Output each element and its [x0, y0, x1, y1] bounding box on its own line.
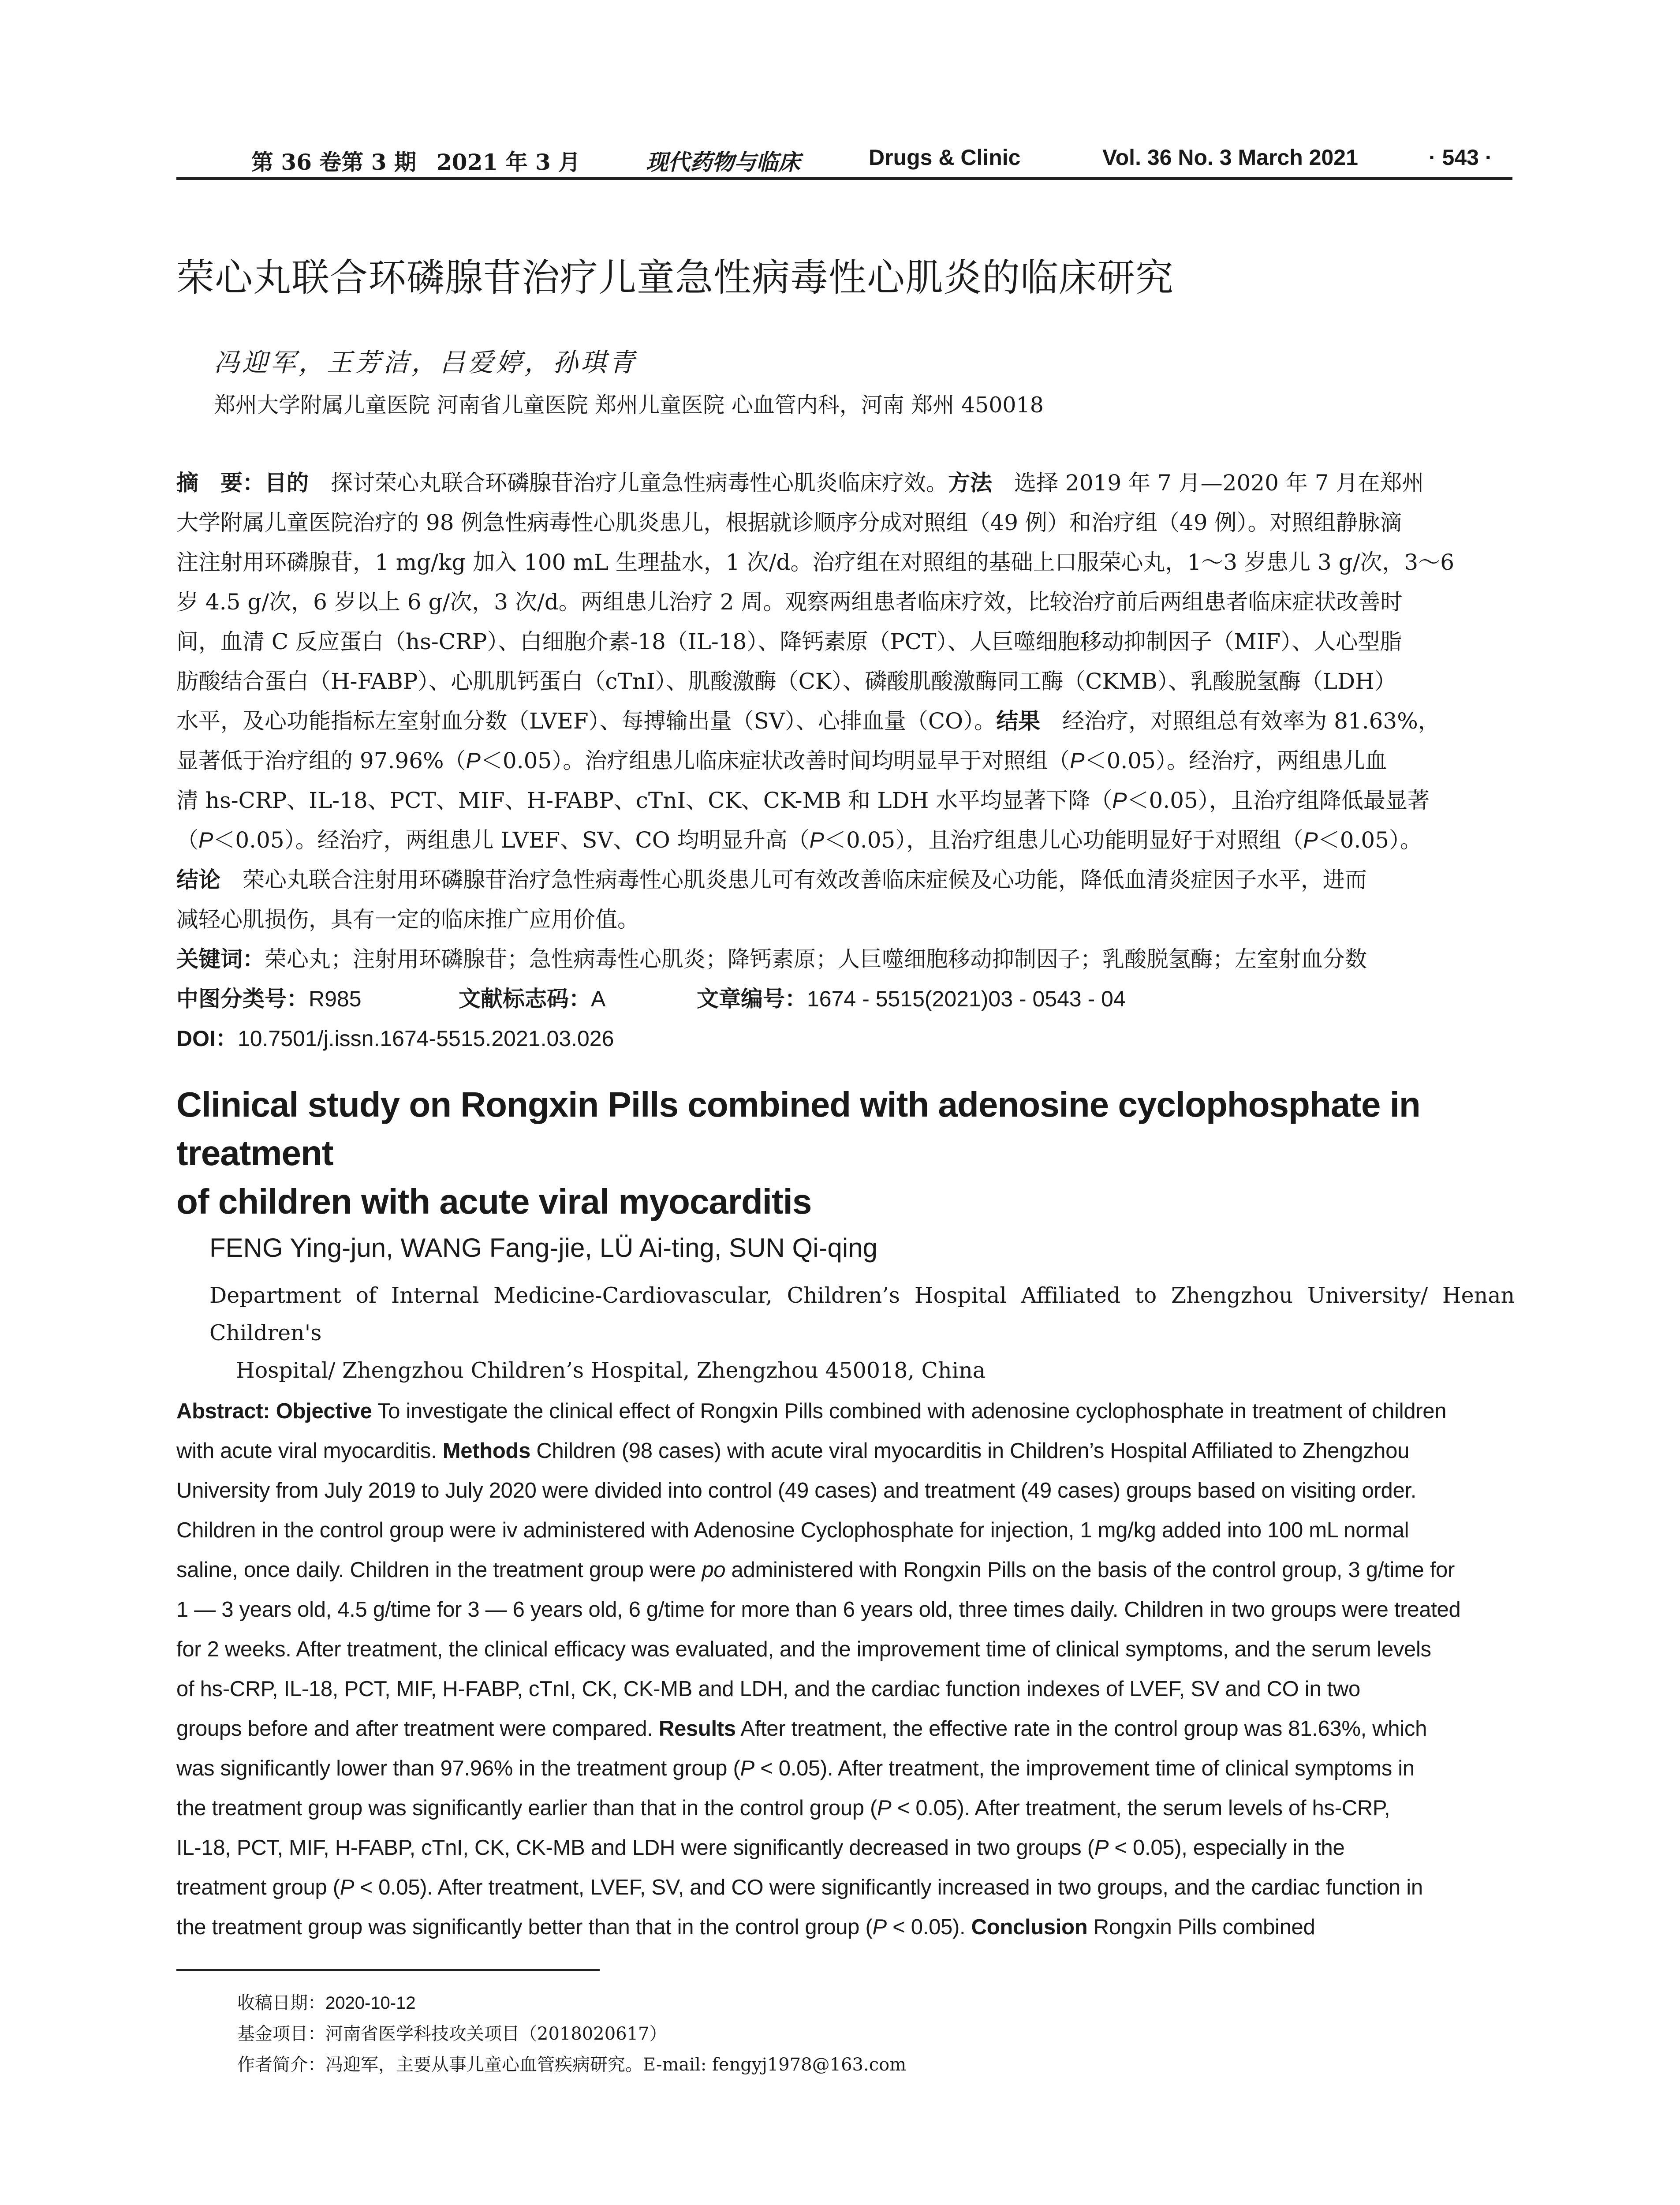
p-value: < 0.05	[886, 1915, 952, 1939]
en-abstract-line: ). After treatment, LVEF, SV, and CO were significantly increased in two groups, and the cardiac function in	[420, 1876, 1423, 1899]
en-abstract-line: saline, once daily. Children in the treatment group were	[176, 1558, 702, 1582]
cn-results-text: 经治疗，对照组总有效率为 81.63%，	[1040, 708, 1440, 734]
en-abstract-line: treatment group (	[176, 1876, 340, 1899]
cn-abstract-line: 肪酸结合蛋白（H-FABP）、心肌肌钙蛋白（cTnI）、肌酸激酶（CK）、磷酸肌酸激酶同工酶（CKMB）、乳酸脱氢酶（LDH）	[176, 669, 1396, 694]
p-symbol: P	[809, 828, 825, 852]
p-value: ＜0.05	[1127, 788, 1198, 813]
en-abstract-line: To investigate the clinical effect of Rongxin Pills combined with adenosine cyclophosphate in treatment of children	[372, 1399, 1447, 1423]
cn-abstract-line: 水平，及心功能指标左室射血分数（LVEF）、每搏输出量（SV）、心排血量（CO）。	[176, 708, 997, 734]
cn-abstract-text: ）。治疗组患儿临床症状改善时间均明显早于对照组（	[552, 748, 1070, 774]
doccode-label: 文献标志码：	[459, 987, 591, 1011]
en-abstract-line: for 2 weeks. After treatment, the clinical efficacy was evaluated, and the improvement time of clinical symptoms, and the serum levels	[176, 1637, 1431, 1661]
p-symbol: P	[872, 1915, 887, 1939]
en-abstract-line: 1 — 3 years old, 4.5 g/time for 3 — 6 years old, 6 g/time for more than 6 years old, three times daily. Children in two groups were treated	[176, 1598, 1461, 1622]
en-abstract-line: After treatment, the effective rate in the control group was 81.63%, which	[735, 1717, 1427, 1741]
p-symbol: P	[198, 828, 213, 852]
journal-en: Drugs & Clinic	[869, 145, 1021, 170]
date-cn: 2021 年 3 月	[437, 149, 581, 175]
cn-abstract-line: 间，血清 C 反应蛋白（hs-CRP）、白细胞介素-18（IL-18）、降钙素原（PCT）、人巨噬细胞移动抑制因子（MIF）、人心型脂	[176, 629, 1402, 654]
en-affiliation-line: Hospital/ Zhengzhou Children’s Hospital, Zhengzhou 450018, China	[236, 1358, 986, 1383]
en-abstract-line: ). After treatment, the serum levels of hs-CRP,	[957, 1796, 1390, 1820]
received-date: 2020-10-12	[325, 1993, 416, 2013]
en-abstract-line: with acute viral myocarditis.	[176, 1439, 443, 1463]
fund-text: 河南省医学科技攻关项目（2018020617）	[325, 2024, 667, 2044]
en-affiliation	[209, 1277, 1515, 1389]
cn-abstract-text: ），且治疗组患儿心功能明显好于对照组（	[895, 827, 1303, 853]
footnote-received	[237, 1989, 416, 2014]
en-abstract-line: Rongxin Pills combined	[1087, 1915, 1315, 1939]
p-symbol: P	[466, 748, 481, 773]
cn-methods-text: 选择 2019 年 7 月—2020 年 7 月在郑州	[992, 470, 1424, 496]
cn-conclusion-label: 结论	[176, 867, 220, 892]
en-abstract-line: Children in the control group were iv administered with Adenosine Cyclophosphate for injection, 1 mg/kg added into 100 mL normal	[176, 1518, 1409, 1542]
header-rule	[176, 177, 1512, 180]
cn-keywords: 荣心丸；注射用环磷腺苷；急性病毒性心肌炎；降钙素原；人巨噬细胞移动抑制因子；乳酸脱氢酶；左室射血分数	[265, 946, 1367, 972]
cn-abstract-line: 清 hs-CRP、IL-18、PCT、MIF、H-FABP、cTnI、CK、CK-MB 和 LDH 水平均显著下降（	[176, 788, 1113, 813]
en-affiliation-line: Department of Internal Medicine-Cardiovascular, Children’s Hospital Affiliated to Zhengzhou University/ Henan Children's	[209, 1283, 1515, 1345]
cn-abstract-line: （	[176, 827, 198, 853]
footnote-rule	[176, 1969, 600, 1971]
doi-label: DOI：	[176, 1026, 238, 1051]
en-abstract-line: ).	[952, 1915, 971, 1939]
p-symbol: P	[1303, 828, 1318, 852]
p-value: ＜0.05	[824, 827, 896, 853]
p-value: ＜0.05	[1318, 827, 1389, 853]
en-abstract-line: the treatment group was significantly better than that in the control group (	[176, 1915, 873, 1939]
cn-abstract-text: ）。经治疗，两组患儿血	[1155, 748, 1387, 774]
cn-abstract-line: 岁 4.5 g/次，6 岁以上 6 g/次，3 次/d。两组患儿治疗 2 周。观察两组患者临床疗效，比较治疗前后两组患者临床症状改善时	[176, 589, 1403, 615]
cn-abstract-line: 荣心丸联合注射用环磷腺苷治疗急性病毒性心肌炎患儿可有效改善临床症候及心功能，降低血清炎症因子水平，进而	[220, 867, 1367, 893]
fund-label: 基金项目：	[237, 2024, 325, 2044]
en-abstract-line: IL-18, PCT, MIF, H-FABP, cTnI, CK, CK-MB and LDH were significantly decreased in two groups (	[176, 1836, 1094, 1860]
clc-label: 中图分类号：	[176, 987, 309, 1011]
cn-abstract-line: 探讨荣心丸联合环磷腺苷治疗儿童急性病毒性心肌炎临床疗效。	[309, 470, 948, 496]
p-symbol: P	[340, 1876, 355, 1899]
p-symbol: P	[1094, 1836, 1109, 1860]
en-abstract-line: administered with Rongxin Pills on the basis of the control group, 3 g/time for	[725, 1558, 1455, 1582]
journal-cn: 现代药物与临床	[646, 149, 800, 175]
en-methods-label: Methods	[442, 1439, 531, 1463]
en-title-line: of children with acute viral myocarditis	[176, 1182, 812, 1221]
p-value: ＜0.05	[1084, 748, 1156, 774]
cn-keywords-label: 关键词：	[176, 947, 265, 972]
articleno-label: 文章编号：	[697, 987, 807, 1011]
en-abstract-line: groups before and after treatment were compared.	[176, 1717, 659, 1741]
en-title-line: Clinical study on Rongxin Pills combined with adenosine cyclophosphate in treatment	[176, 1085, 1420, 1173]
author-text: 冯迎军，主要从事儿童心血管疾病研究。E-mail: fengyj1978@163.com	[325, 2055, 907, 2075]
cn-abstract	[176, 463, 1512, 1058]
cn-results-label: 结果	[996, 709, 1041, 733]
cn-abstract-label: 摘 要：	[176, 471, 265, 495]
en-conclusion-label: Conclusion	[971, 1915, 1088, 1939]
cn-objective-label: 目的	[265, 471, 309, 495]
en-abstract-line: of hs-CRP, IL-18, PCT, MIF, H-FABP, cTnI, CK, CK-MB and LDH, and the cardiac function indexes of LVEF, SV and CO in two	[176, 1677, 1360, 1701]
p-value: ＜0.05	[480, 748, 552, 774]
issue-cn: 第 36 卷第 3 期	[251, 149, 416, 175]
cn-abstract-line: 大学附属儿童医院治疗的 98 例急性病毒性心肌炎患儿，根据就诊顺序分成对照组（49 例）和治疗组（49 例）。对照组静脉滴	[176, 510, 1402, 535]
p-symbol: P	[740, 1757, 754, 1780]
cn-title: 荣心丸联合环磷腺苷治疗儿童急性病毒性心肌炎的临床研究	[176, 256, 1174, 300]
en-abstract	[176, 1391, 1512, 1947]
cn-abstract-line: 显著低于治疗组的 97.96%（	[176, 748, 466, 774]
p-value: < 0.05	[1109, 1836, 1175, 1860]
cn-abstract-text: ）。经治疗，两组患儿 LVEF、SV、CO 均明显升高（	[284, 827, 810, 853]
p-value: < 0.05	[891, 1796, 957, 1820]
cn-authors: 冯迎军，王芳洁，吕爱婷，孙琪青	[214, 348, 638, 377]
author-label: 作者简介：	[237, 2055, 325, 2075]
cn-affiliation: 郑州大学附属儿童医院 河南省儿童医院 郑州儿童医院 心血管内科，河南 郑州 450018	[214, 392, 1044, 418]
footnote-fund	[237, 2020, 667, 2045]
p-value: < 0.05	[354, 1876, 420, 1899]
en-abstract-line: ). After treatment, the improvement time of clinical symptoms in	[820, 1757, 1415, 1780]
cn-abstract-line: 减轻心肌损伤，具有一定的临床推广应用价值。	[176, 907, 639, 932]
en-abstract-line: was significantly lower than 97.96% in the treatment group (	[176, 1757, 740, 1780]
p-value: < 0.05	[754, 1757, 820, 1780]
cn-abstract-text: ）。	[1389, 827, 1422, 853]
en-abstract-line: ), especially in the	[1174, 1836, 1345, 1860]
clc-value: R985	[309, 987, 362, 1011]
en-results-label: Results	[658, 1717, 736, 1741]
issue-en: Vol. 36 No. 3 March 2021	[1102, 145, 1358, 170]
en-authors: FENG Ying-jun, WANG Fang-jie, LÜ Ai-ting, SUN Qi-qing	[209, 1233, 877, 1263]
en-title	[176, 1080, 1526, 1226]
en-abstract-label: Abstract: Objective	[176, 1399, 372, 1423]
p-value: ＜0.05	[213, 827, 284, 853]
footnote-author	[237, 2051, 906, 2076]
cn-abstract-text: ），且治疗组降低最显著	[1198, 788, 1430, 813]
en-abstract-line: University from July 2019 to July 2020 were divided into control (49 cases) and treatment (49 cases) groups based on visiting order.	[176, 1479, 1417, 1502]
received-label: 收稿日期：	[237, 1993, 325, 2013]
page-number: · 543 ·	[1429, 145, 1493, 170]
p-symbol: P	[1112, 788, 1127, 813]
cn-methods-label: 方法	[948, 471, 992, 495]
running-header	[176, 140, 1512, 176]
po-italic: po	[702, 1558, 726, 1582]
en-abstract-line: the treatment group was significantly earlier than that in the control group (	[176, 1796, 877, 1820]
doccode-value: A	[591, 987, 606, 1011]
doi-value: 10.7501/j.issn.1674-5515.2021.03.026	[237, 1026, 614, 1051]
p-symbol: P	[877, 1796, 892, 1820]
cn-abstract-line: 注注射用环磷腺苷，1 mg/kg 加入 100 mL 生理盐水，1 次/d。治疗组在对照组的基础上口服荣心丸，1～3 岁患儿 3 g/次，3～6	[176, 549, 1455, 575]
en-abstract-line: Children (98 cases) with acute viral myocarditis in Children’s Hospital Affiliated to Zhengzhou	[530, 1439, 1410, 1463]
p-symbol: P	[1070, 748, 1085, 773]
articleno-value: 1674 - 5515(2021)03 - 0543 - 04	[807, 987, 1126, 1011]
